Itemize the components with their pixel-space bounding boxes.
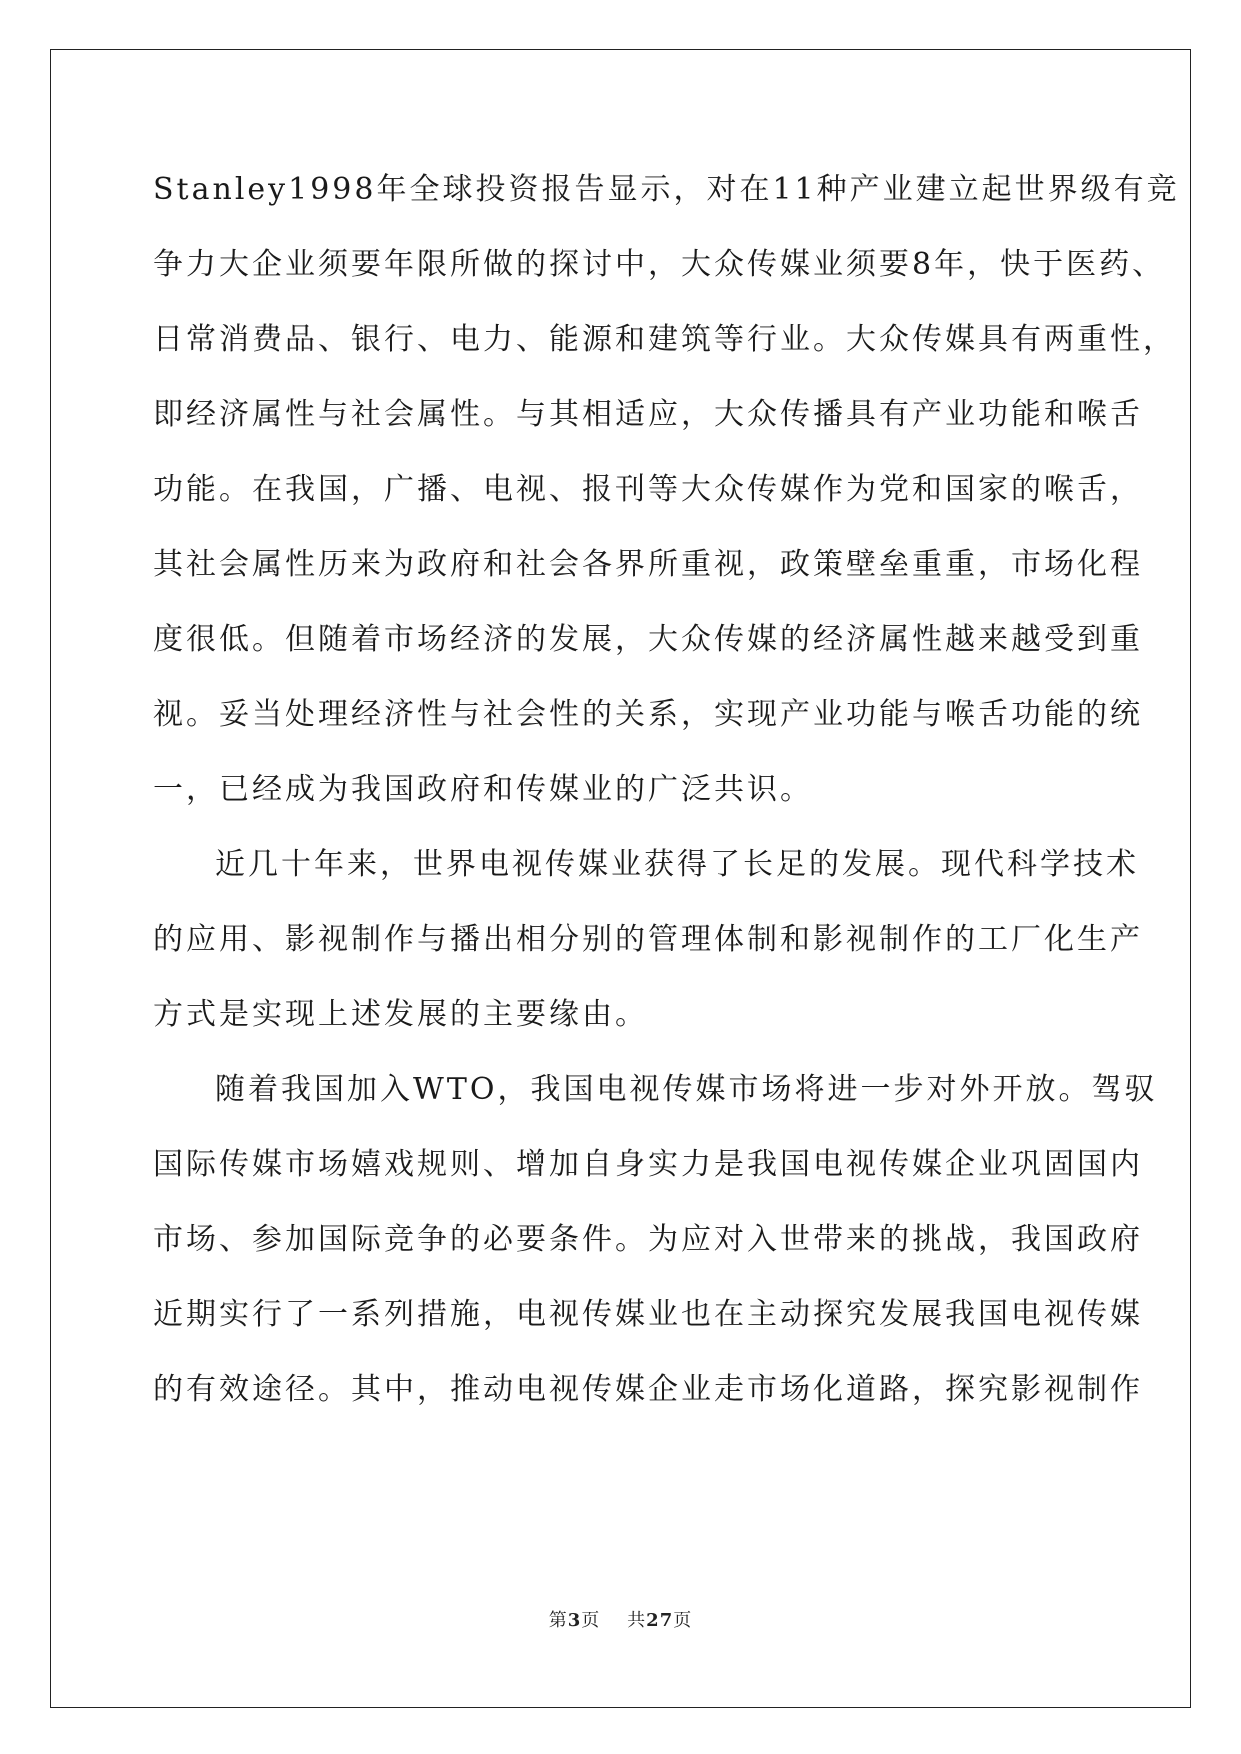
footer-page-word: 页 — [581, 1610, 601, 1631]
text-line: 的有效途径。其中，推动电视传媒企业走市场化道路，探究影视制作 — [153, 1372, 1143, 1407]
text-line: 即经济属性与社会属性。与其相适应，大众传播具有产业功能和喉舌 — [153, 397, 1143, 432]
text-line: 一，已经成为我国政府和传媒业的广泛共识。 — [153, 772, 813, 807]
text-line: 市场、参加国际竞争的必要条件。为应对入世带来的挑战，我国政府 — [153, 1222, 1143, 1257]
text-line: Stanley1998年全球投资报告显示，对在11种产业建立起世界级有竞 — [153, 172, 1180, 207]
current-page-number: 3 — [567, 1610, 582, 1631]
paragraph-2 — [153, 827, 1143, 1052]
text-line: 近几十年来，世界电视传媒业获得了长足的发展。现代科学技术 — [215, 847, 1139, 882]
footer-total-suffix: 页 — [673, 1610, 693, 1631]
text-line: 其社会属性历来为政府和社会各界所重视，政策壁垒重重，市场化程 — [153, 547, 1143, 582]
total-pages-number: 27 — [646, 1610, 674, 1631]
text-line: 度很低。但随着市场经济的发展，大众传媒的经济属性越来越受到重 — [153, 622, 1143, 657]
text-line: 的应用、影视制作与播出相分别的管理体制和影视制作的工厂化生产 — [153, 922, 1143, 957]
paragraph-3 — [153, 1052, 1158, 1427]
text-line: 功能。在我国，广播、电视、报刊等大众传媒作为党和国家的喉舌， — [153, 472, 1143, 507]
footer-total-prefix: 共 — [627, 1610, 647, 1631]
text-line: 日常消费品、银行、电力、能源和建筑等行业。大众传媒具有两重性， — [153, 322, 1176, 357]
paragraph-1 — [153, 152, 1180, 827]
body-text — [153, 152, 1180, 1427]
text-line: 争力大企业须要年限所做的探讨中，大众传媒业须要8年，快于医药、 — [153, 247, 1166, 282]
text-line: 方式是实现上述发展的主要缘由。 — [153, 997, 648, 1032]
text-line: 随着我国加入WTO，我国电视传媒市场将进一步对外开放。驾驭 — [215, 1072, 1158, 1107]
page-footer — [0, 1606, 1241, 1632]
text-line: 视。妥当处理经济性与社会性的关系，实现产业功能与喉舌功能的统 — [153, 697, 1143, 732]
text-line: 近期实行了一系列措施，电视传媒业也在主动探究发展我国电视传媒 — [153, 1297, 1143, 1332]
text-line: 国际传媒市场嬉戏规则、增加自身实力是我国电视传媒企业巩固国内 — [153, 1147, 1143, 1182]
footer-prefix: 第 — [548, 1610, 568, 1631]
